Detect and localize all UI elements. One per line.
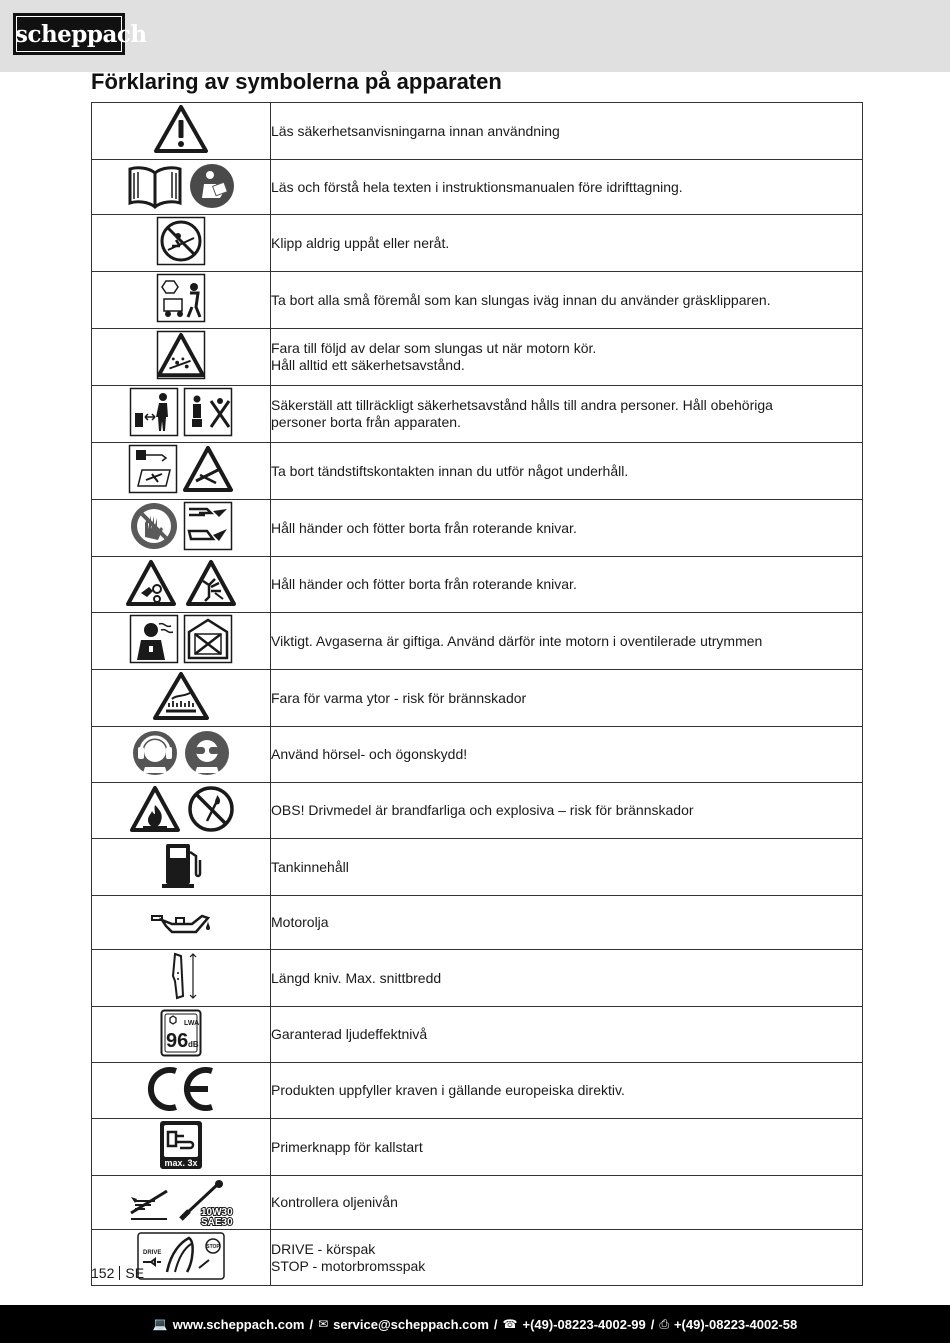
symbol-row (92, 500, 863, 557)
symbol-description (271, 386, 863, 443)
description-line: Använd hörsel- och ögonskydd! (271, 746, 468, 762)
symbol-description (271, 500, 863, 557)
fax-icon: ⎙ (659, 1316, 669, 1331)
symbol-row (92, 1230, 863, 1286)
hot-surface-warning-icon (152, 671, 210, 721)
symbol-row (92, 1007, 863, 1063)
description-line: DRIVE - körspak (271, 1240, 376, 1257)
no-open-flame-icon (187, 785, 235, 833)
symbol-description (271, 896, 863, 950)
read-manual-icon (188, 162, 236, 210)
description-line: Längd kniv. Max. snittbredd (271, 969, 442, 986)
description-line: personer borta från apparaten. (271, 414, 461, 430)
symbol-icon-cell (92, 727, 271, 783)
page-number-value: 152 (91, 1265, 115, 1281)
contact-footer: 💻 www.scheppach.com / ✉ service@scheppach.com / ☎ +(49)-08223-4002-99 / ⎙ +(49)-08223-4002-58 (0, 1305, 950, 1343)
symbol-description (271, 727, 863, 783)
symbol-description (271, 272, 863, 329)
sound-power-lwa: LWA (184, 1020, 200, 1027)
symbol-row (92, 272, 863, 329)
stop-label: STOP (206, 1244, 220, 1250)
symbol-row (92, 670, 863, 727)
symbol-description (271, 1230, 863, 1286)
symbol-row (92, 329, 863, 386)
drive-stop-lever-icon (137, 1232, 225, 1280)
description-line: Läs säkerhetsanvisningarna innan användning (271, 122, 560, 139)
fuel-pump-icon (158, 840, 204, 890)
description-line: Fara för varma ytor - risk för brännskador (271, 689, 527, 706)
mail-icon: ✉ (318, 1317, 329, 1331)
description-line: Motorolja (271, 914, 329, 930)
brand-logo: scheppach (13, 13, 125, 55)
dipstick-icon (177, 1179, 235, 1227)
symbol-icon-cell (92, 839, 271, 896)
symbol-icon-cell (92, 329, 271, 386)
symbol-icon-cell (92, 443, 271, 500)
symbol-description (271, 950, 863, 1007)
oil-grade-2: SAE30 (201, 1216, 233, 1227)
page-number (91, 1265, 144, 1281)
foot-blade-warning-icon (123, 559, 179, 607)
symbol-icon-cell (92, 103, 271, 160)
ear-protection-icon (131, 729, 179, 777)
symbol-row (92, 839, 863, 896)
symbol-row (92, 215, 863, 272)
description-line: Ta bort tändstiftskontakten innan du utför något underhåll. (271, 462, 629, 479)
safety-distance-icon (129, 387, 179, 437)
symbol-row (92, 103, 863, 160)
no-indoor-use-icon (183, 614, 233, 664)
symbol-row (92, 1176, 863, 1230)
symbol-icon-cell (92, 386, 271, 443)
description-line: STOP - motorbromsspak (271, 1257, 426, 1274)
hands-feet-blade-icon (183, 501, 233, 551)
description-line: Tankinnehåll (271, 858, 349, 875)
symbol-icon-cell (92, 1007, 271, 1063)
symbol-icon-cell (92, 783, 271, 839)
symbol-row (92, 443, 863, 500)
header-bar (0, 0, 950, 72)
drive-label: DRIVE (143, 1250, 162, 1256)
thrown-objects-warning-icon (156, 330, 206, 380)
description-line: Ta bort alla små föremål som kan slungas iväg innan du använder gräsklipparen. (271, 291, 771, 308)
symbol-description (271, 1119, 863, 1176)
primer-button-icon (159, 1120, 203, 1170)
symbol-row (92, 727, 863, 783)
sound-power-value: 96 (166, 1030, 189, 1052)
hand-blade-warning-icon (183, 559, 239, 607)
no-hands-icon (129, 501, 179, 551)
footer-phone: +(49)-08223-4002-99 (522, 1316, 646, 1332)
symbol-icon-cell (92, 215, 271, 272)
symbol-row (92, 896, 863, 950)
symbol-description (271, 329, 863, 386)
symbol-icon-cell (92, 1176, 271, 1230)
footer-website[interactable]: www.scheppach.com (172, 1316, 305, 1332)
symbol-description (271, 103, 863, 160)
description-line: Håll händer och fötter borta från roterande knivar. (271, 519, 577, 536)
description-line: Garanterad ljudeffektnivå (271, 1026, 428, 1042)
symbol-table (91, 102, 863, 1286)
blade-length-icon (161, 951, 201, 1001)
symbol-icon-cell (92, 1063, 271, 1119)
open-book-icon (126, 163, 184, 209)
symbol-description (271, 160, 863, 215)
description-line: Läs och förstå hela texten i instruktionsmanualen före idrifttagning. (271, 178, 683, 195)
symbol-icon-cell (92, 160, 271, 215)
warning-triangle-icon (153, 104, 209, 154)
symbol-description (271, 783, 863, 839)
phone-icon: ☎ (502, 1317, 518, 1331)
symbol-description (271, 839, 863, 896)
description-line: Säkerställ att tillräckligt säkerhetsavstånd hålls till andra personer. Håll obehöriga (271, 397, 773, 413)
symbol-description (271, 1007, 863, 1063)
symbol-icon-cell (92, 950, 271, 1007)
symbol-description (271, 215, 863, 272)
symbol-description (271, 670, 863, 727)
description-line: Håll alltid ett säkerhetsavstånd. (271, 357, 465, 373)
symbol-icon-cell (92, 272, 271, 329)
symbol-icon-cell (92, 896, 271, 950)
symbol-description (271, 443, 863, 500)
symbol-description (271, 557, 863, 613)
flammable-warning-icon (127, 785, 183, 833)
symbol-icon-cell (92, 557, 271, 613)
language-code: SE (125, 1265, 145, 1281)
description-line: Viktigt. Avgaserna är giftiga. Använd därför inte motorn i oventilerade utrymmen (271, 632, 763, 649)
sound-power-unit: dB (188, 1040, 199, 1049)
symbol-row (92, 557, 863, 613)
symbol-description (271, 1063, 863, 1119)
page-title: Förklaring av symbolerna på apparaten (91, 69, 502, 94)
description-line: Primerknapp för kallstart (271, 1138, 423, 1155)
spark-plug-manual-icon (128, 444, 178, 494)
toxic-fumes-icon (129, 614, 179, 664)
description-line: OBS! Drivmedel är brandfarliga och explosiva – risk för brännskador (271, 802, 694, 818)
no-mowing-slope-icon (156, 216, 206, 266)
footer-email[interactable]: service@scheppach.com (333, 1316, 489, 1332)
maintenance-warning-icon (182, 445, 234, 493)
keep-bystanders-away-icon (183, 387, 233, 437)
sound-power-icon (160, 1009, 202, 1057)
symbol-row (92, 950, 863, 1007)
oil-level-icon (127, 1183, 173, 1223)
remove-objects-icon (156, 273, 206, 323)
symbol-icon-cell (92, 613, 271, 670)
oil-grade-1: 10W30 (201, 1206, 233, 1218)
symbol-icon-cell (92, 670, 271, 727)
symbol-description (271, 613, 863, 670)
description-line: Kontrollera oljenivån (271, 1194, 398, 1210)
symbol-row (92, 1119, 863, 1176)
description-line: Fara till följd av delar som slungas ut när motorn kör. (271, 340, 597, 356)
description-line: Håll händer och fötter borta från roterande knivar. (271, 576, 577, 592)
computer-icon: 💻 (152, 1317, 168, 1331)
oil-can-icon (148, 908, 214, 938)
symbol-row (92, 160, 863, 215)
symbol-row (92, 1063, 863, 1119)
page-number-divider (119, 1266, 120, 1280)
symbol-icon-cell (92, 1119, 271, 1176)
primer-label: max. 3x (164, 1158, 198, 1168)
eye-protection-icon (183, 729, 231, 777)
symbol-row (92, 783, 863, 839)
footer-fax: +(49)-08223-4002-58 (673, 1316, 798, 1332)
symbol-row (92, 613, 863, 670)
description-line: Klipp aldrig uppåt eller neråt. (271, 234, 450, 251)
symbol-icon-cell (92, 500, 271, 557)
description-line: Produkten uppfyller kraven i gällande europeiska direktiv. (271, 1082, 625, 1098)
ce-mark-icon (146, 1065, 216, 1113)
symbol-description (271, 1176, 863, 1230)
symbol-row (92, 386, 863, 443)
